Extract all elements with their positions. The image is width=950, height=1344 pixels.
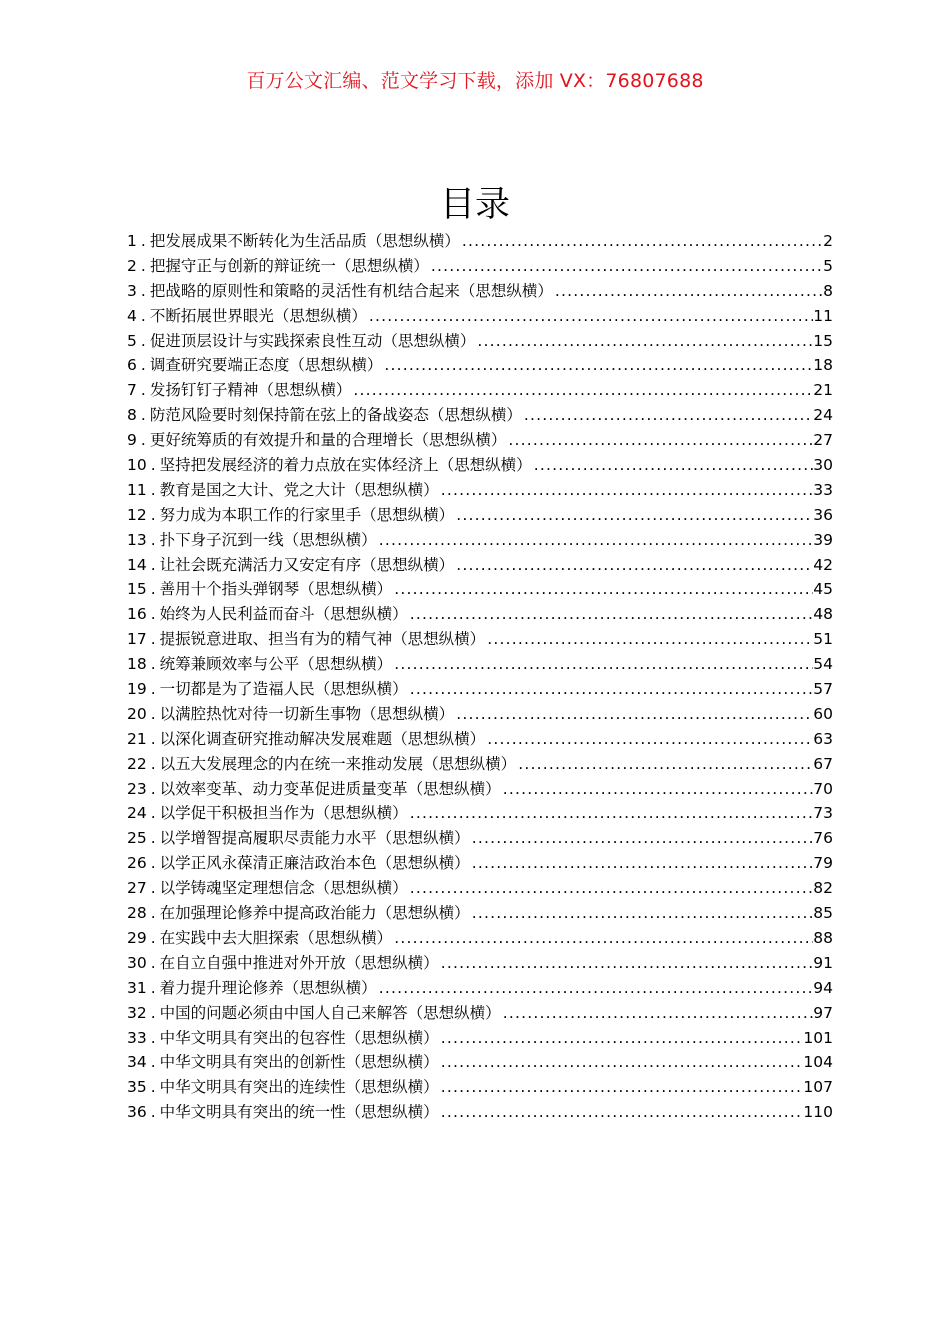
toc-entry[interactable] <box>127 329 833 354</box>
toc-entry-leader <box>454 553 813 578</box>
toc-entry-title: 以学增智提高履职尽责能力水平（思想纵横） <box>159 829 470 848</box>
toc-entry-number: 18 <box>127 655 147 674</box>
toc-entry-leader <box>506 428 813 453</box>
toc-entry-number: 14 <box>127 555 147 574</box>
toc-entry-separator: . <box>150 1028 156 1047</box>
toc-entry-title: 促进顶层设计与实践探索良性互动（思想纵横） <box>149 331 476 350</box>
toc-entry-title: 更好统筹质的有效提升和量的合理增长（思想纵横） <box>149 431 507 450</box>
toc-entry-page-number: 15 <box>813 331 833 350</box>
toc-entry-separator: . <box>150 680 156 699</box>
toc-entry-number: 12 <box>127 505 147 524</box>
toc-entry-title: 提振锐意进取、担当有为的精气神（思想纵横） <box>159 630 486 649</box>
toc-entry-page-number: 82 <box>813 879 833 898</box>
toc-entry-separator: . <box>150 630 156 649</box>
toc-entry-number: 36 <box>127 1103 147 1122</box>
toc-entry-title: 一切都是为了造福人民（思想纵横） <box>159 680 408 699</box>
toc-entry-title: 不断拓展世界眼光（思想纵横） <box>149 306 367 325</box>
toc-entry-number: 26 <box>127 854 147 873</box>
toc-entry-page-number: 5 <box>823 256 833 275</box>
toc-entry-number: 1 <box>127 232 137 250</box>
toc-entry[interactable] <box>127 279 833 304</box>
toc-entry[interactable] <box>127 1050 833 1075</box>
toc-entry-leader <box>367 304 813 329</box>
toc-entry-leader <box>382 353 813 378</box>
toc-entry-separator: . <box>150 879 156 898</box>
toc-entry-page-number: 11 <box>813 306 833 325</box>
toc-entry[interactable] <box>127 453 833 478</box>
toc-entry-title: 以效率变革、动力变革促进质量变革（思想纵横） <box>159 779 501 798</box>
toc-entry-title: 在实践中去大胆探索（思想纵横） <box>159 928 393 947</box>
toc-entry-separator: . <box>150 530 156 549</box>
toc-entry-page-number: 48 <box>813 605 833 624</box>
toc-entry-number: 10 <box>127 456 147 475</box>
toc-entry-separator: . <box>150 978 156 997</box>
toc-entry-leader <box>392 652 813 677</box>
toc-entry-page-number: 101 <box>803 1028 833 1047</box>
toc-entry-leader <box>377 528 814 553</box>
toc-entry-title: 中华文明具有突出的包容性（思想纵横） <box>159 1028 439 1047</box>
toc-entry-title: 把发展成果不断转化为生活品质（思想纵横） <box>149 232 460 250</box>
toc-entry-number: 16 <box>127 605 147 624</box>
toc-entry-number: 13 <box>127 530 147 549</box>
toc-entry-leader <box>553 279 823 304</box>
toc-entry-page-number: 57 <box>813 680 833 699</box>
toc-entry-leader <box>439 1075 804 1100</box>
toc-entry-page-number: 42 <box>813 555 833 574</box>
toc-entry-page-number: 27 <box>813 431 833 450</box>
toc-entry-page-number: 45 <box>813 580 833 599</box>
toc-entry[interactable] <box>127 702 833 727</box>
toc-entry-separator: . <box>140 406 146 425</box>
toc-entry-title: 努力成为本职工作的行家里手（思想纵横） <box>159 505 455 524</box>
toc-entry-number: 19 <box>127 680 147 699</box>
toc-entry-leader <box>501 1001 814 1026</box>
toc-entry-leader <box>470 826 814 851</box>
toc-entry-separator: . <box>150 829 156 848</box>
toc-entry-leader <box>460 229 823 254</box>
toc-entry-separator: . <box>150 456 156 475</box>
toc-entry-leader <box>439 1026 804 1051</box>
toc-entry[interactable] <box>127 1026 833 1051</box>
toc-entry-number: 27 <box>127 879 147 898</box>
toc-entry[interactable] <box>127 901 833 926</box>
toc-entry-number: 7 <box>127 381 137 400</box>
toc-entry-title: 以深化调查研究推动解决发展难题（思想纵横） <box>159 729 486 748</box>
toc-entry-number: 21 <box>127 729 147 748</box>
toc-entry-separator: . <box>150 953 156 972</box>
toc-entry-separator: . <box>150 804 156 823</box>
toc-entry-separator: . <box>150 928 156 947</box>
toc-entry-page-number: 73 <box>813 804 833 823</box>
toc-entry-leader <box>439 478 814 503</box>
toc-entry-separator: . <box>140 256 146 275</box>
toc-entry-title: 始终为人民利益而奋斗（思想纵横） <box>159 605 408 624</box>
toc-entry-page-number: 76 <box>813 829 833 848</box>
toc-entry-title: 发扬钉钉子精神（思想纵横） <box>149 381 352 400</box>
toc-entry-leader <box>429 254 823 279</box>
toc-entry-number: 32 <box>127 1003 147 1022</box>
toc-entry[interactable] <box>127 254 833 279</box>
toc-entry-page-number: 70 <box>813 779 833 798</box>
toc-entry-number: 4 <box>127 306 137 325</box>
toc-entry-leader <box>351 378 813 403</box>
toc-entry-separator: . <box>140 356 146 375</box>
toc-entry[interactable] <box>127 528 833 553</box>
toc-list <box>127 229 833 1125</box>
toc-entry-number: 33 <box>127 1028 147 1047</box>
toc-entry-number: 3 <box>127 281 137 300</box>
toc-entry-page-number: 85 <box>813 904 833 923</box>
toc-entry-separator: . <box>150 1078 156 1097</box>
toc-entry[interactable] <box>127 752 833 777</box>
toc-entry-title: 善用十个指头弹钢琴（思想纵横） <box>159 580 393 599</box>
toc-entry-title: 以五大发展理念的内在统一来推动发展（思想纵横） <box>159 754 517 773</box>
toc-entry-page-number: 104 <box>803 1053 833 1072</box>
toc-entry-number: 31 <box>127 978 147 997</box>
toc-entry-leader <box>454 503 813 528</box>
toc-entry-number: 20 <box>127 704 147 723</box>
toc-entry-leader <box>408 801 814 826</box>
toc-entry-title: 以学正风永葆清正廉洁政治本色（思想纵横） <box>159 854 470 873</box>
toc-entry-title: 教育是国之大计、党之大计（思想纵横） <box>159 480 439 499</box>
toc-entry[interactable] <box>127 777 833 802</box>
toc-entry-leader <box>522 403 813 428</box>
toc-entry-page-number: 39 <box>813 530 833 549</box>
toc-title: 目录 <box>439 185 510 225</box>
toc-entry-separator: . <box>150 655 156 674</box>
toc-entry-number: 24 <box>127 804 147 823</box>
toc-entry[interactable] <box>127 1100 833 1125</box>
toc-entry-title: 调查研究要端正态度（思想纵横） <box>149 356 383 375</box>
toc-entry[interactable] <box>127 826 833 851</box>
toc-entry-title: 在加强理论修养中提高政治能力（思想纵横） <box>159 904 470 923</box>
toc-entry-leader <box>516 752 813 777</box>
toc-entry-separator: . <box>150 505 156 524</box>
toc-entry-page-number: 91 <box>813 953 833 972</box>
toc-entry[interactable] <box>127 627 833 652</box>
toc-entry-leader <box>470 901 814 926</box>
toc-entry-leader <box>475 329 813 354</box>
toc-entry[interactable] <box>127 876 833 901</box>
toc-entry-title: 中国的问题必须由中国人自己来解答（思想纵横） <box>159 1003 501 1022</box>
toc-entry-page-number: 8 <box>823 281 833 300</box>
toc-entry-title: 坚持把发展经济的着力点放在实体经济上（思想纵横） <box>159 456 532 475</box>
toc-entry-title: 着力提升理论修养（思想纵横） <box>159 978 377 997</box>
toc-entry-title: 把战略的原则性和策略的灵活性有机结合起来（思想纵横） <box>149 281 553 300</box>
toc-entry-number: 23 <box>127 779 147 798</box>
toc-entry-leader <box>470 851 814 876</box>
toc-entry-title: 统筹兼顾效率与公平（思想纵横） <box>159 655 393 674</box>
toc-entry-leader <box>485 727 813 752</box>
toc-entry-title: 以学铸魂坚定理想信念（思想纵横） <box>159 879 408 898</box>
toc-entry-separator: . <box>140 381 146 400</box>
toc-entry-page-number: 21 <box>813 381 833 400</box>
toc-entry-leader <box>392 926 813 951</box>
toc-entry-leader <box>485 627 813 652</box>
toc-entry-leader <box>532 453 814 478</box>
toc-entry-number: 6 <box>127 356 137 375</box>
toc-entry-page-number: 107 <box>803 1078 833 1097</box>
toc-entry-separator: . <box>150 605 156 624</box>
toc-entry-leader <box>439 1050 804 1075</box>
toc-entry-number: 11 <box>127 480 147 499</box>
toc-entry-separator: . <box>150 480 156 499</box>
toc-entry[interactable] <box>127 304 833 329</box>
toc-entry-page-number: 18 <box>813 356 833 375</box>
toc-entry-page-number: 33 <box>813 480 833 499</box>
toc-entry-page-number: 60 <box>813 704 833 723</box>
toc-entry-page-number: 51 <box>813 630 833 649</box>
toc-entry-separator: . <box>150 580 156 599</box>
toc-entry-separator: . <box>140 431 146 450</box>
toc-entry-separator: . <box>150 555 156 574</box>
toc-entry[interactable] <box>127 428 833 453</box>
toc-entry[interactable] <box>127 229 833 254</box>
toc-entry-separator: . <box>150 779 156 798</box>
toc-entry-title: 扑下身子沉到一线（思想纵横） <box>159 530 377 549</box>
toc-entry[interactable] <box>127 1001 833 1026</box>
toc-entry-title: 把握守正与创新的辩证统一（思想纵横） <box>149 256 429 275</box>
toc-entry-page-number: 94 <box>813 978 833 997</box>
toc-entry-title: 中华文明具有突出的创新性（思想纵横） <box>159 1053 439 1072</box>
toc-entry-leader <box>408 677 814 702</box>
toc-entry[interactable] <box>127 951 833 976</box>
toc-entry-page-number: 36 <box>813 505 833 524</box>
toc-entry-leader <box>377 976 814 1001</box>
toc-entry[interactable] <box>127 851 833 876</box>
toc-entry-separator: . <box>150 729 156 748</box>
toc-entry[interactable] <box>127 926 833 951</box>
toc-entry[interactable] <box>127 478 833 503</box>
toc-entry-leader <box>408 876 814 901</box>
header-note: 百万公文汇编、范文学习下载，添加 VX：76807688 <box>246 70 704 92</box>
toc-entry[interactable] <box>127 602 833 627</box>
toc-entry-title: 在自立自强中推进对外开放（思想纵横） <box>159 953 439 972</box>
toc-entry[interactable] <box>127 801 833 826</box>
toc-entry-number: 17 <box>127 630 147 649</box>
toc-entry-separator: . <box>140 281 146 300</box>
toc-entry-leader <box>439 1100 804 1125</box>
toc-entry[interactable] <box>127 378 833 403</box>
toc-entry[interactable] <box>127 577 833 602</box>
toc-entry-number: 34 <box>127 1053 147 1072</box>
toc-entry-separator: . <box>150 904 156 923</box>
toc-entry-separator: . <box>150 754 156 773</box>
toc-entry-title: 中华文明具有突出的统一性（思想纵横） <box>159 1103 439 1122</box>
toc-entry[interactable] <box>127 1075 833 1100</box>
toc-entry[interactable] <box>127 403 833 428</box>
toc-entry-separator: . <box>150 854 156 873</box>
toc-entry-title: 防范风险要时刻保持箭在弦上的备战姿态（思想纵横） <box>149 406 522 425</box>
toc-entry-separator: . <box>150 1103 156 1122</box>
toc-entry-page-number: 67 <box>813 754 833 773</box>
toc-entry-number: 29 <box>127 928 147 947</box>
toc-entry-title: 中华文明具有突出的连续性（思想纵横） <box>159 1078 439 1097</box>
toc-entry-number: 2 <box>127 256 137 275</box>
toc-entry[interactable] <box>127 503 833 528</box>
toc-entry-page-number: 79 <box>813 854 833 873</box>
toc-entry[interactable] <box>127 976 833 1001</box>
toc-entry-separator: . <box>150 1053 156 1072</box>
toc-entry-number: 28 <box>127 904 147 923</box>
toc-entry-number: 25 <box>127 829 147 848</box>
toc-entry-leader <box>454 702 813 727</box>
toc-entry-number: 35 <box>127 1078 147 1097</box>
toc-entry-page-number: 110 <box>803 1103 833 1122</box>
toc-entry-number: 15 <box>127 580 147 599</box>
toc-entry[interactable] <box>127 727 833 752</box>
toc-entry-separator: . <box>150 704 156 723</box>
toc-entry-separator: . <box>150 1003 156 1022</box>
toc-entry-page-number: 54 <box>813 655 833 674</box>
toc-entry-number: 30 <box>127 953 147 972</box>
toc-entry-title: 以学促干积极担当作为（思想纵横） <box>159 804 408 823</box>
toc-entry-number: 5 <box>127 331 137 350</box>
toc-entry-separator: . <box>140 331 146 350</box>
toc-entry-number: 9 <box>127 431 137 450</box>
toc-entry-leader <box>501 777 814 802</box>
toc-entry-page-number: 2 <box>823 232 833 250</box>
toc-entry-number: 22 <box>127 754 147 773</box>
toc-entry-page-number: 88 <box>813 928 833 947</box>
toc-entry-number: 8 <box>127 406 137 425</box>
toc-entry-page-number: 30 <box>813 456 833 475</box>
toc-entry-leader <box>408 602 814 627</box>
toc-entry-title: 以满腔热忱对待一切新生事物（思想纵横） <box>159 704 455 723</box>
toc-entry[interactable] <box>127 677 833 702</box>
toc-entry-title: 让社会既充满活力又安定有序（思想纵横） <box>159 555 455 574</box>
toc-entry-leader <box>439 951 814 976</box>
toc-entry-separator: . <box>140 232 146 250</box>
toc-entry-leader <box>392 577 813 602</box>
toc-entry-page-number: 63 <box>813 729 833 748</box>
toc-entry-separator: . <box>140 306 146 325</box>
toc-entry[interactable] <box>127 553 833 578</box>
toc-entry[interactable] <box>127 353 833 378</box>
toc-entry-page-number: 24 <box>813 406 833 425</box>
toc-entry-page-number: 97 <box>813 1003 833 1022</box>
toc-entry[interactable] <box>127 652 833 677</box>
